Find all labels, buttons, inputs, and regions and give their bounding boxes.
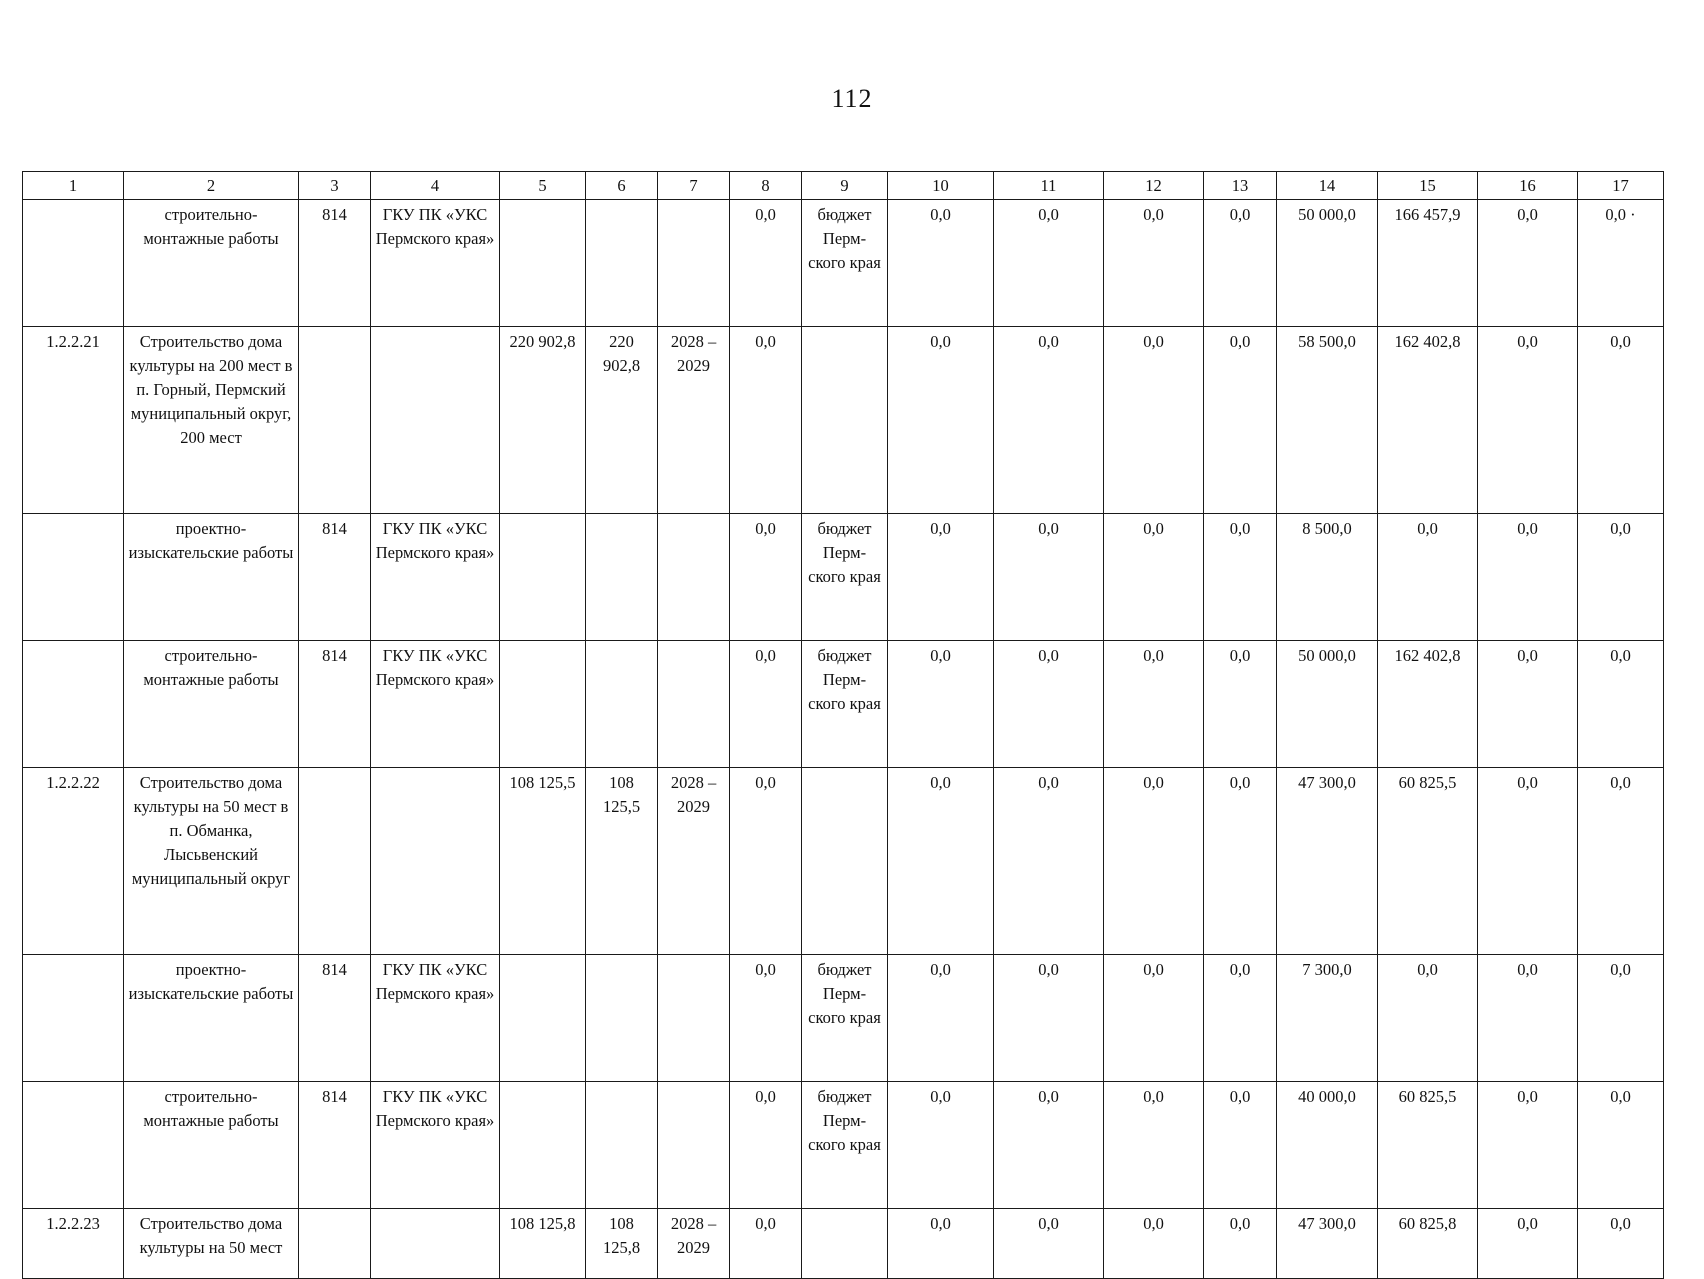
page-number: 112 bbox=[831, 84, 873, 113]
table-cell: 0,0 bbox=[1578, 327, 1664, 514]
table-row bbox=[23, 955, 1664, 1082]
table-cell: 58 500,0 bbox=[1277, 327, 1378, 514]
table-cell: 0,0 bbox=[1478, 327, 1578, 514]
table-cell: ГКУ ПК «УКС Пермского края» bbox=[371, 1082, 500, 1209]
table-cell bbox=[802, 327, 888, 514]
column-header: 11 bbox=[994, 172, 1104, 200]
column-header: 3 bbox=[299, 172, 371, 200]
table-cell: 814 bbox=[299, 955, 371, 1082]
table-cell: 220 902,8 bbox=[500, 327, 586, 514]
table-cell: 0,0 bbox=[1578, 641, 1664, 768]
table-cell: 814 bbox=[299, 200, 371, 327]
table-cell bbox=[586, 641, 658, 768]
table-cell: 162 402,8 bbox=[1378, 327, 1478, 514]
table-cell: 0,0 bbox=[1204, 1209, 1277, 1279]
table-cell: 0,0 bbox=[1478, 955, 1578, 1082]
table-cell bbox=[586, 514, 658, 641]
table-cell: 7 300,0 bbox=[1277, 955, 1378, 1082]
table-cell: 1.2.2.21 bbox=[23, 327, 124, 514]
table-cell: бюджет Перм-ского края bbox=[802, 641, 888, 768]
table-cell: 0,0 bbox=[994, 1209, 1104, 1279]
table-cell: 0,0 bbox=[1204, 514, 1277, 641]
column-header: 5 bbox=[500, 172, 586, 200]
table-cell: 0,0 bbox=[888, 955, 994, 1082]
column-header: 1 bbox=[23, 172, 124, 200]
table-cell bbox=[658, 955, 730, 1082]
table-row bbox=[23, 1082, 1664, 1209]
table-cell: 0,0 bbox=[1204, 641, 1277, 768]
table-cell: 108 125,8 bbox=[586, 1209, 658, 1279]
table-cell: 0,0 bbox=[1378, 955, 1478, 1082]
table-cell: 220 902,8 bbox=[586, 327, 658, 514]
table-cell: 0,0 bbox=[888, 514, 994, 641]
table-cell bbox=[500, 200, 586, 327]
table-cell: бюджет Перм-ского края bbox=[802, 1082, 888, 1209]
table-cell: Строительство дома культуры на 50 мест bbox=[124, 1209, 299, 1279]
table-cell: 166 457,9 bbox=[1378, 200, 1478, 327]
column-header: 2 bbox=[124, 172, 299, 200]
table-cell: 0,0 bbox=[1104, 641, 1204, 768]
table-cell: 50 000,0 bbox=[1277, 641, 1378, 768]
table-cell bbox=[371, 1209, 500, 1279]
table-cell: ГКУ ПК «УКС Пермского края» bbox=[371, 955, 500, 1082]
column-header: 8 bbox=[730, 172, 802, 200]
table-cell: 162 402,8 bbox=[1378, 641, 1478, 768]
table-cell: 0,0 bbox=[888, 200, 994, 327]
table-cell: 108 125,8 bbox=[500, 1209, 586, 1279]
table-cell: 0,0 bbox=[730, 1082, 802, 1209]
table-cell: 0,0 bbox=[730, 1209, 802, 1279]
table-cell: 0,0 bbox=[1478, 1082, 1578, 1209]
table-cell: 814 bbox=[299, 1082, 371, 1209]
table-cell: 0,0 bbox=[1104, 327, 1204, 514]
column-header: 7 bbox=[658, 172, 730, 200]
table-cell bbox=[802, 1209, 888, 1279]
table-cell: бюджет Перм-ского края bbox=[802, 955, 888, 1082]
table-cell: ГКУ ПК «УКС Пермского края» bbox=[371, 514, 500, 641]
table-cell: проектно-изыскательские работы bbox=[124, 955, 299, 1082]
table-cell: 0,0 bbox=[888, 327, 994, 514]
table-cell bbox=[23, 1082, 124, 1209]
table-header-row bbox=[23, 172, 1664, 200]
table-cell: 0,0 bbox=[1478, 768, 1578, 955]
table-cell: 108 125,5 bbox=[586, 768, 658, 955]
table-cell: 108 125,5 bbox=[500, 768, 586, 955]
table-row bbox=[23, 768, 1664, 955]
table-cell bbox=[371, 327, 500, 514]
table-body bbox=[23, 200, 1664, 1279]
table-cell: 0,0 bbox=[1104, 768, 1204, 955]
budget-table bbox=[22, 171, 1664, 1279]
table-cell: 0,0 bbox=[1578, 955, 1664, 1082]
table-cell bbox=[658, 200, 730, 327]
column-header: 15 bbox=[1378, 172, 1478, 200]
table-cell: 0,0 bbox=[994, 768, 1104, 955]
column-header: 13 bbox=[1204, 172, 1277, 200]
table-cell bbox=[658, 514, 730, 641]
table-cell: Строительство дома культуры на 50 мест в п. Обманка, Лысьвенский муниципальный округ bbox=[124, 768, 299, 955]
table-cell: 0,0 bbox=[730, 641, 802, 768]
table-cell: 0,0 bbox=[1104, 955, 1204, 1082]
table-cell: строительно-монтажные работы bbox=[124, 200, 299, 327]
table-cell: 0,0 bbox=[1204, 200, 1277, 327]
table-cell: 0,0 bbox=[994, 641, 1104, 768]
table-cell bbox=[299, 327, 371, 514]
column-header: 17 bbox=[1578, 172, 1664, 200]
table-cell: 0,0 bbox=[1104, 1082, 1204, 1209]
table-cell bbox=[299, 768, 371, 955]
table-cell: Строительство дома культуры на 200 мест в п. Горный, Пермский муниципальный округ, 200 мест bbox=[124, 327, 299, 514]
table-cell bbox=[658, 641, 730, 768]
table-cell: 0,0 bbox=[730, 768, 802, 955]
table-cell: 0,0 bbox=[1478, 1209, 1578, 1279]
table-cell bbox=[500, 514, 586, 641]
table-cell bbox=[586, 200, 658, 327]
table-cell: 0,0 bbox=[994, 955, 1104, 1082]
table-cell: 2028 – 2029 bbox=[658, 1209, 730, 1279]
table-cell bbox=[500, 955, 586, 1082]
table-cell: 0,0 bbox=[888, 768, 994, 955]
table-cell: 0,0 bbox=[994, 327, 1104, 514]
table-cell: 0,0 bbox=[888, 1082, 994, 1209]
table-cell: 0,0 bbox=[888, 641, 994, 768]
table-cell: 0,0 bbox=[730, 514, 802, 641]
column-header: 10 bbox=[888, 172, 994, 200]
table-cell bbox=[586, 955, 658, 1082]
table-cell: 814 bbox=[299, 641, 371, 768]
table-cell: 0,0 bbox=[1578, 514, 1664, 641]
table-cell: ГКУ ПК «УКС Пермского края» bbox=[371, 200, 500, 327]
table-cell: 0,0 bbox=[888, 1209, 994, 1279]
table-cell: 0,0 bbox=[730, 955, 802, 1082]
table-cell: 60 825,8 bbox=[1378, 1209, 1478, 1279]
table-cell: 0,0 bbox=[1478, 200, 1578, 327]
table-cell bbox=[500, 1082, 586, 1209]
table-cell: 814 bbox=[299, 514, 371, 641]
table-cell bbox=[23, 641, 124, 768]
column-header: 9 bbox=[802, 172, 888, 200]
table-cell: 0,0 bbox=[1104, 200, 1204, 327]
table-cell: 1.2.2.22 bbox=[23, 768, 124, 955]
table-cell bbox=[299, 1209, 371, 1279]
table-cell: 0,0 bbox=[1204, 327, 1277, 514]
table-row bbox=[23, 327, 1664, 514]
table-cell: 0,0 bbox=[994, 514, 1104, 641]
table-cell bbox=[23, 514, 124, 641]
table-cell bbox=[23, 200, 124, 327]
table-row bbox=[23, 641, 1664, 768]
table-cell bbox=[371, 768, 500, 955]
table-cell: 60 825,5 bbox=[1378, 768, 1478, 955]
table-cell: 0,0 · bbox=[1578, 200, 1664, 327]
table-cell: 0,0 bbox=[994, 200, 1104, 327]
table-cell bbox=[802, 768, 888, 955]
table-cell: 0,0 bbox=[1478, 641, 1578, 768]
table-cell bbox=[23, 955, 124, 1082]
table-cell: 0,0 bbox=[1204, 955, 1277, 1082]
table-cell: бюджет Перм-ского края bbox=[802, 200, 888, 327]
table-cell: 8 500,0 bbox=[1277, 514, 1378, 641]
column-header: 4 bbox=[371, 172, 500, 200]
table-cell: строительно-монтажные работы bbox=[124, 641, 299, 768]
table-cell bbox=[586, 1082, 658, 1209]
table-cell bbox=[500, 641, 586, 768]
table-cell: 60 825,5 bbox=[1378, 1082, 1478, 1209]
table-cell: 0,0 bbox=[730, 327, 802, 514]
table-cell: 0,0 bbox=[730, 200, 802, 327]
table-cell: 2028 – 2029 bbox=[658, 768, 730, 955]
table-cell: 0,0 bbox=[1104, 1209, 1204, 1279]
table-cell: проектно-изыскательские работы bbox=[124, 514, 299, 641]
table-cell: 0,0 bbox=[1578, 768, 1664, 955]
table-cell: 0,0 bbox=[1104, 514, 1204, 641]
table-row bbox=[23, 200, 1664, 327]
table-cell: ГКУ ПК «УКС Пермского края» bbox=[371, 641, 500, 768]
table-cell: 2028 – 2029 bbox=[658, 327, 730, 514]
table-cell: 47 300,0 bbox=[1277, 1209, 1378, 1279]
table-cell: бюджет Перм-ского края bbox=[802, 514, 888, 641]
table-cell: 0,0 bbox=[994, 1082, 1104, 1209]
column-header: 16 bbox=[1478, 172, 1578, 200]
table-row bbox=[23, 1209, 1664, 1279]
table-cell: 0,0 bbox=[1578, 1082, 1664, 1209]
table-cell: 40 000,0 bbox=[1277, 1082, 1378, 1209]
column-header: 14 bbox=[1277, 172, 1378, 200]
column-header: 6 bbox=[586, 172, 658, 200]
table-cell: 0,0 bbox=[1378, 514, 1478, 641]
table-cell: 1.2.2.23 bbox=[23, 1209, 124, 1279]
table-cell: 0,0 bbox=[1478, 514, 1578, 641]
table-cell: 0,0 bbox=[1578, 1209, 1664, 1279]
table-cell: 0,0 bbox=[1204, 1082, 1277, 1209]
table-cell: строительно-монтажные работы bbox=[124, 1082, 299, 1209]
column-header: 12 bbox=[1104, 172, 1204, 200]
table-row bbox=[23, 514, 1664, 641]
table-cell: 0,0 bbox=[1204, 768, 1277, 955]
table-cell: 50 000,0 bbox=[1277, 200, 1378, 327]
table-cell bbox=[658, 1082, 730, 1209]
table-cell: 47 300,0 bbox=[1277, 768, 1378, 955]
